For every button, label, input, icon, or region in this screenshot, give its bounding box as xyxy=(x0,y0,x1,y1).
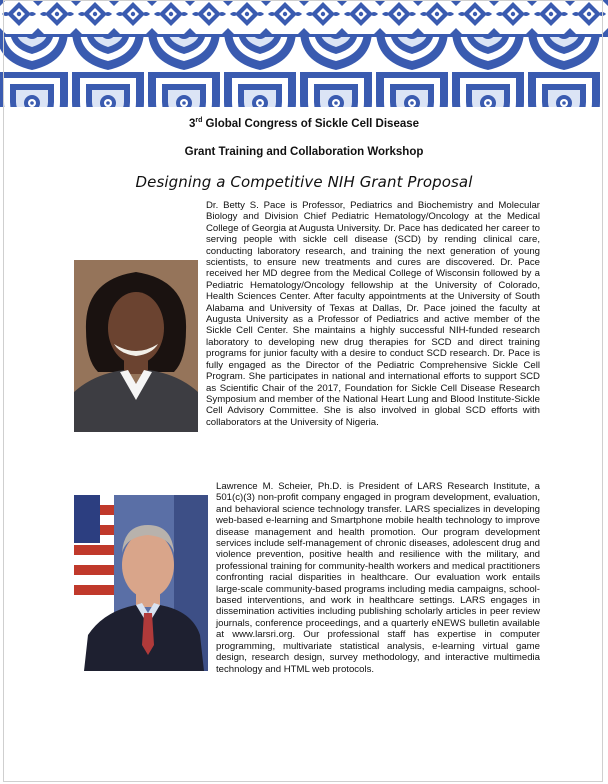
bio-pace-text: Dr. Betty S. Pace is Professor, Pediatrics and Biochemistry and Molecular Biology and Division Chief Pediatric Hematology/Oncology at the Medical College of Georgia at Augusta University. Dr. Pace has dedicated her career to serving people with sickle cell disease (SCD) by rending clinical care, conducting laboratory research, and training the next generation of young scientists, to ensure new treatments and cures are discovered. Dr. Pace received her MD degree from the Medical College of Wisconsin followed by a Pediatric Hematology/Oncology fellowship at the University of Colorado, Health Sciences Center. After faculty appointments at the University of South Alabama and University of Texas at Dallas, Dr. Pace joined the faculty at Augusta University as a Professor of Pediatrics and active member of the Sickle Cell Center. She maintains a highly successful NIH-funded research laboratory to developing new drug therapies for SCD and direct training programs for junior faculty with a desire to conduct SCD research. Dr. Pace is fully engaged as the Director of the Pediatric Comprehensive Sickle Cell Program. She participates in national and international efforts to support SCD as Scientific Chair of the 2017, Foundation for Sickle Cell Disease Research Symposium and member of the National Heart Lung and Blood Institute-Sickle Cell Advisory Committee. She is also involved in global SCD efforts with collaborators at the University of Nigeria. xyxy=(74,200,540,434)
portrait-scheier xyxy=(74,495,208,671)
workshop-title: Grant Training and Collaboration Workshop xyxy=(184,146,424,158)
decorative-banner xyxy=(0,0,608,108)
portrait-pace xyxy=(74,260,198,432)
session-title: Designing a Competitive NIH Grant Proposal xyxy=(135,173,473,191)
bio-scheier: Lawrence M. Scheier, Ph.D. is President of LARS Research Institute, a 501(c)(3) non-profit company engaged in program development, evaluation, and behavioral science technology transfer. LARS specializes in developing web-based e-learning and Smartphone mobile health technology to improve disease management and health promotion. Our program development services include self-management of chronic diseases, adolescent drug and violence prevention, positive health and resilience with the military, and professional training for community-health workers and medical practitioners confronting racial disparities in healthcare. Our evaluation work entails large-scale community-based programs including media campaigns, school-based interventions, and work in healthcare settings. LARS engages in dissemination activities including publishing scholarly articles in peer review journals, conference proceedings, and a quarterly eNEWS bulletin available at www.larsri.org. Our professional staff has expertise in computer programming, multivariate statistical analysis, e-learning virtual game design, research design, survey methodology, and interactive multimedia technology and HTML web protocols. xyxy=(74,481,540,675)
congress-title: 3rd Global Congress of Sickle Cell Disease xyxy=(188,117,420,130)
